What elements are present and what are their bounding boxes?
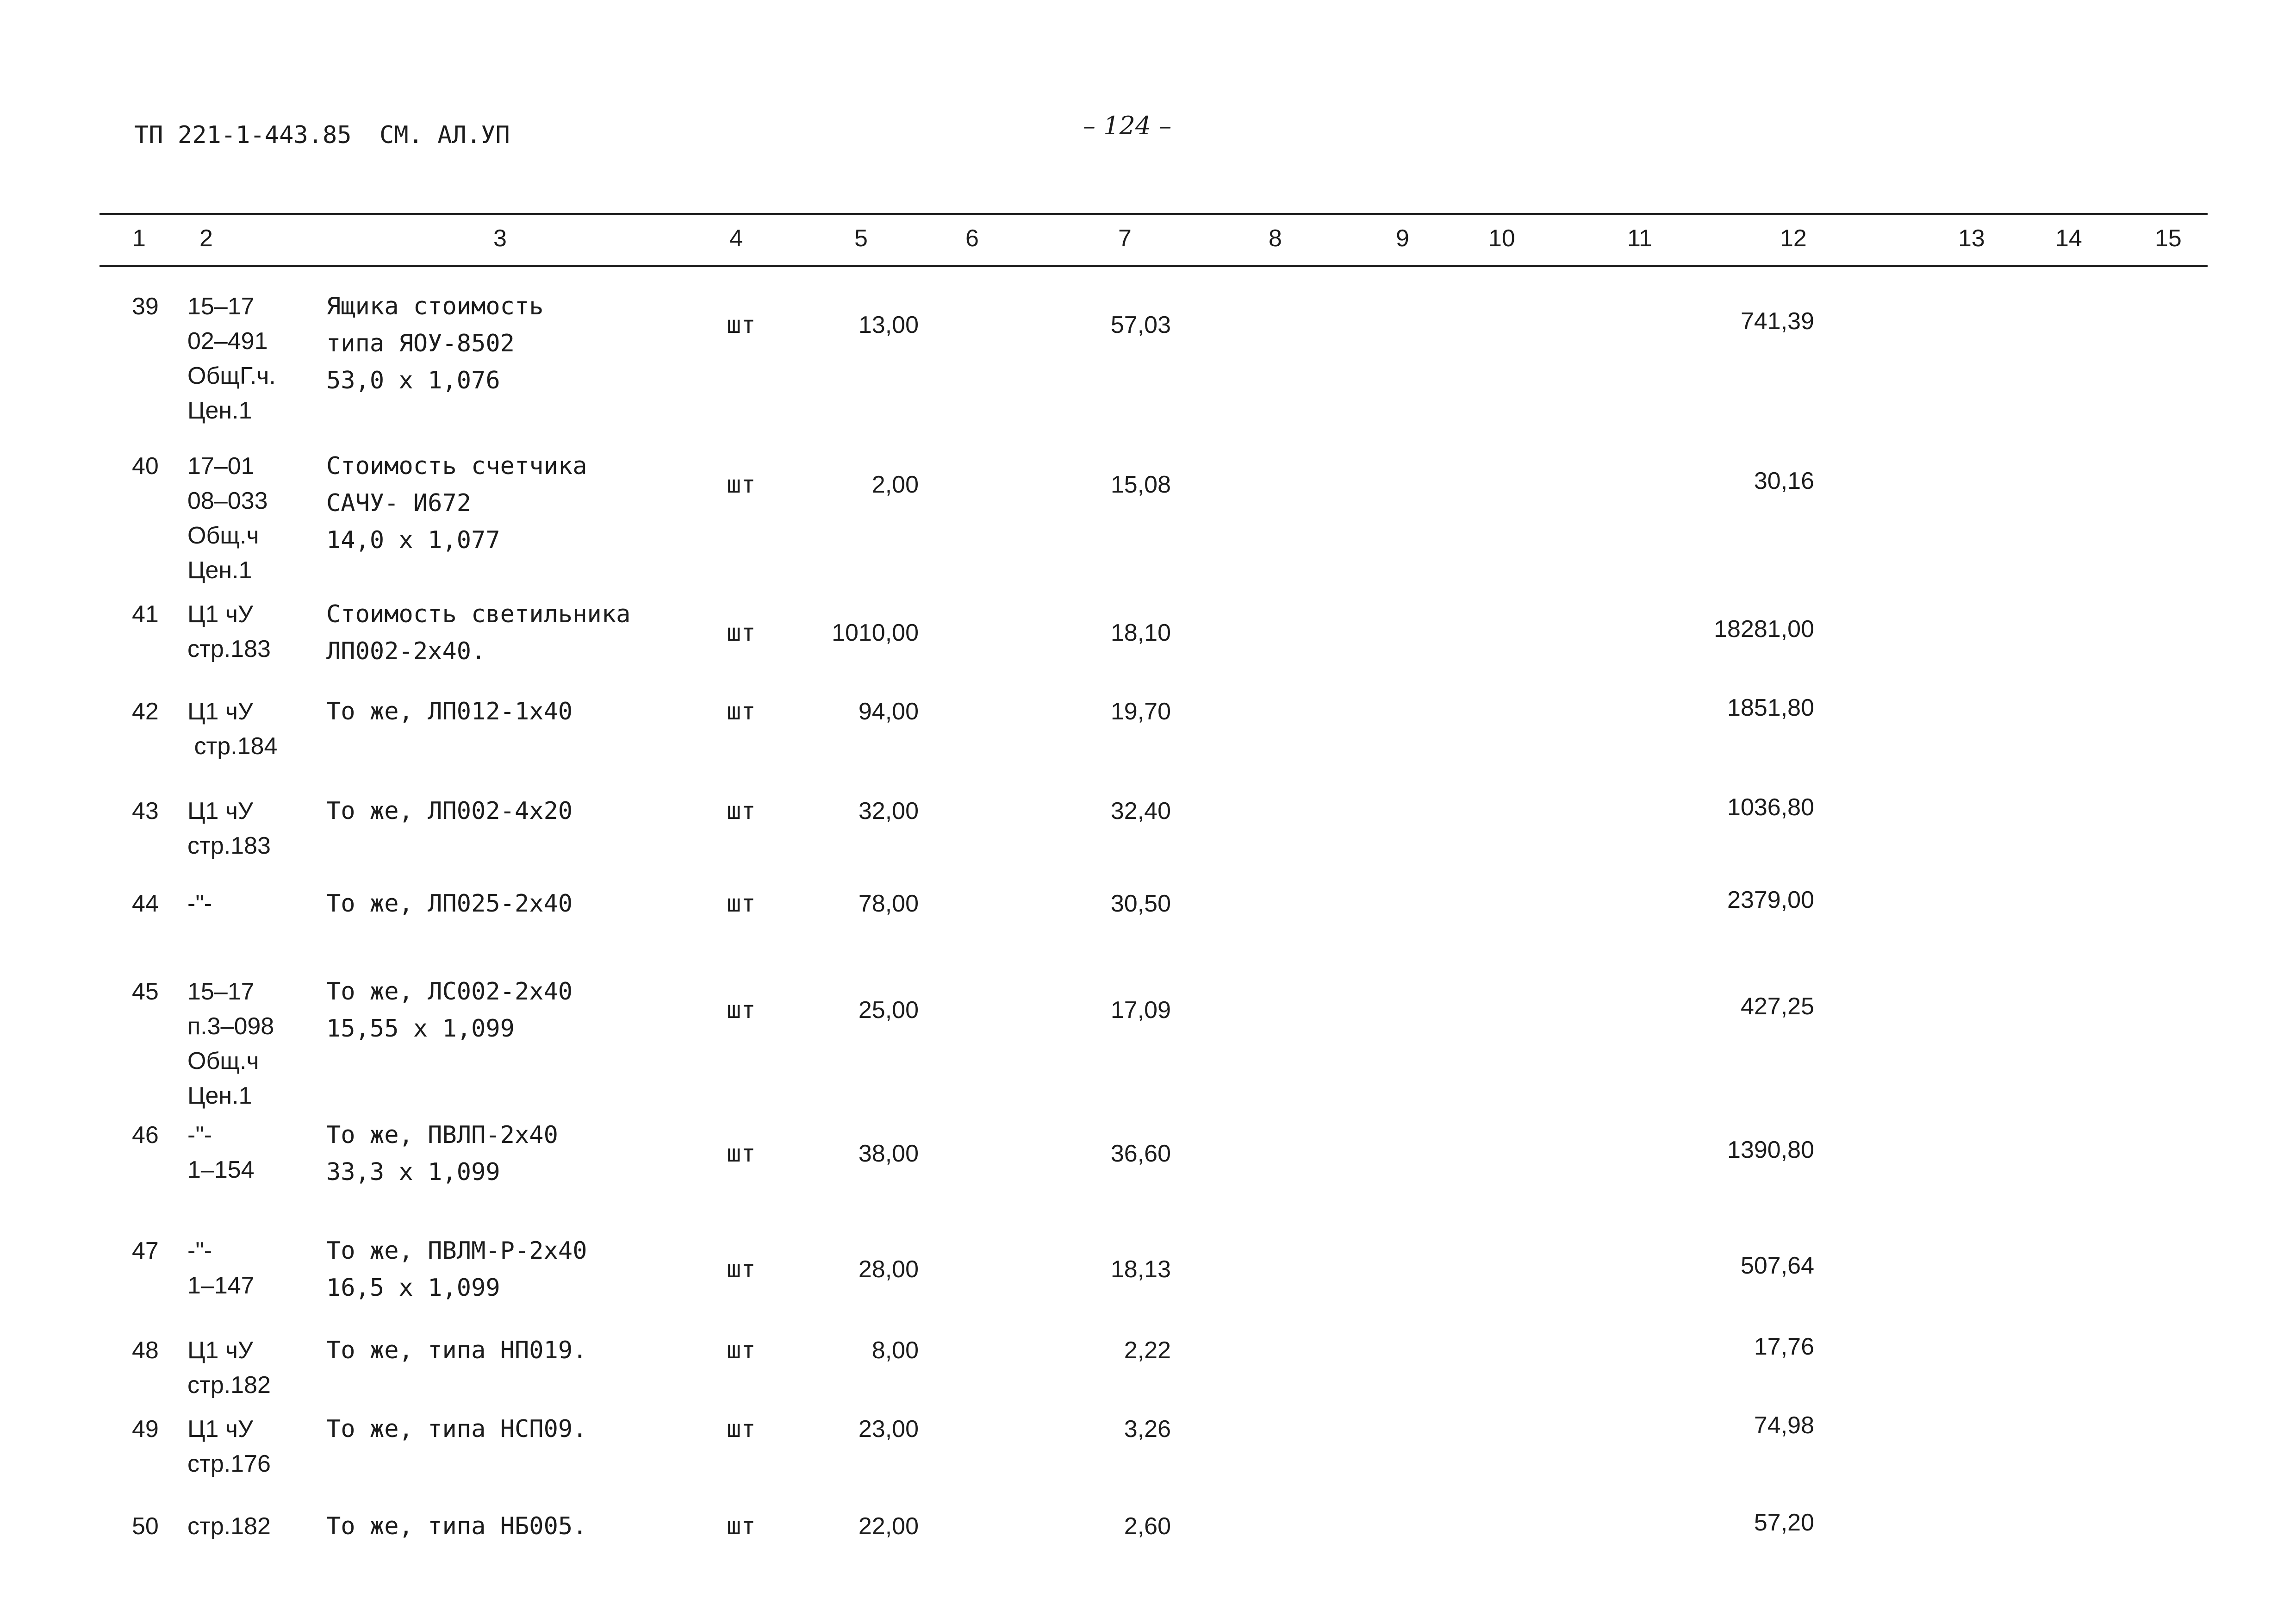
column-number: 5	[854, 225, 868, 252]
row-code-line: стр.182	[187, 1372, 271, 1399]
row-number: 48	[132, 1337, 159, 1364]
row-unit-price: 2,60	[1124, 1513, 1171, 1540]
row-description-line: То же, типа НП019.	[326, 1337, 587, 1364]
row-total: 427,25	[1740, 993, 1814, 1020]
row-description-line: Стоимость счетчика	[326, 452, 587, 480]
column-number: 7	[1118, 225, 1132, 252]
row-quantity: 25,00	[858, 997, 919, 1024]
row-code-line: стр.183	[187, 636, 271, 662]
row-code-line: 1–147	[187, 1272, 255, 1299]
row-unit-price: 36,60	[1110, 1140, 1171, 1167]
row-code-line: Общ.ч	[187, 1048, 259, 1074]
row-number: 41	[132, 601, 159, 628]
row-code-line: стр.182	[187, 1513, 271, 1540]
row-description-line: 33,3 х 1,099	[326, 1158, 500, 1186]
row-code-line: Ц1 чУ	[187, 698, 253, 725]
column-number: 6	[965, 225, 979, 252]
row-unit: шт	[727, 890, 756, 918]
row-code-line: Цен.1	[187, 557, 252, 584]
row-code-line: -"-	[187, 890, 212, 917]
row-total: 507,64	[1740, 1252, 1814, 1279]
reference-note: СМ. АЛ.УП	[380, 121, 510, 149]
row-quantity: 22,00	[858, 1513, 919, 1540]
row-number: 50	[132, 1513, 159, 1540]
row-code-line: 08–033	[187, 487, 268, 514]
row-description-line: 14,0 х 1,077	[326, 526, 500, 554]
row-code-line: Ц1 чУ	[187, 1337, 253, 1364]
document-code: ТП 221-1-443.85	[134, 121, 352, 149]
page-number: – 124 –	[1083, 111, 1172, 140]
row-description-line: То же, ЛП012-1х40	[326, 698, 573, 725]
column-number: 10	[1488, 225, 1515, 252]
row-number: 40	[132, 453, 159, 480]
row-description-line: 53,0 х 1,076	[326, 367, 500, 394]
row-total: 741,39	[1740, 308, 1814, 335]
row-quantity: 2,00	[871, 471, 919, 498]
row-number: 42	[132, 698, 159, 725]
row-unit: шт	[727, 1415, 756, 1443]
row-total: 2379,00	[1727, 887, 1814, 913]
row-unit-price: 19,70	[1110, 698, 1171, 725]
column-number: 3	[493, 225, 507, 252]
row-code-line: Общ.ч	[187, 522, 259, 549]
table-header-rule	[100, 265, 2208, 267]
row-unit-price: 18,10	[1110, 619, 1171, 646]
row-unit-price: 18,13	[1110, 1256, 1171, 1283]
column-number: 12	[1780, 225, 1807, 252]
row-number: 39	[132, 293, 159, 320]
row-unit: шт	[727, 619, 756, 647]
row-description-line: То же, ЛП002-4х20	[326, 797, 573, 825]
row-code-line: -"-	[187, 1237, 212, 1264]
row-description-line: Ящика стоимость	[326, 293, 544, 320]
row-description-line: САЧУ- И672	[326, 489, 472, 517]
row-code-line: стр.184	[187, 733, 278, 760]
row-total: 1390,80	[1727, 1137, 1814, 1163]
column-number: 11	[1627, 225, 1652, 252]
row-quantity: 78,00	[858, 890, 919, 917]
row-code-line: Цен.1	[187, 1082, 252, 1109]
column-number: 2	[199, 225, 213, 252]
row-code-line: стр.176	[187, 1450, 271, 1477]
row-quantity: 23,00	[858, 1416, 919, 1443]
row-total: 18281,00	[1714, 616, 1814, 643]
row-quantity: 13,00	[858, 312, 919, 338]
row-unit: шт	[727, 471, 756, 499]
row-code-line: Ц1 чУ	[187, 1416, 253, 1443]
row-total: 57,20	[1754, 1509, 1814, 1536]
row-description-line: ЛП002-2х40.	[326, 637, 486, 665]
row-unit-price: 57,03	[1110, 312, 1171, 338]
column-number: 15	[2155, 225, 2182, 252]
row-unit: шт	[727, 1337, 756, 1364]
row-description-line: Стоимость светильника	[326, 600, 631, 628]
row-number: 49	[132, 1416, 159, 1443]
row-total: 1851,80	[1727, 694, 1814, 721]
row-number: 47	[132, 1237, 159, 1264]
row-unit-price: 17,09	[1110, 997, 1171, 1024]
row-description-line: То же, типа НСП09.	[326, 1415, 587, 1443]
row-description-line: 16,5 х 1,099	[326, 1274, 500, 1302]
row-code-line: 17–01	[187, 453, 255, 480]
row-code-line: Цен.1	[187, 397, 252, 424]
row-quantity: 28,00	[858, 1256, 919, 1283]
row-unit-price: 2,22	[1124, 1337, 1171, 1364]
row-code-line: ОбщГ.ч.	[187, 362, 276, 389]
row-code-line: 15–17	[187, 293, 255, 320]
column-number: 8	[1269, 225, 1282, 252]
row-unit: шт	[727, 797, 756, 825]
row-unit: шт	[727, 996, 756, 1024]
row-total: 30,16	[1754, 468, 1814, 494]
row-code-line: Ц1 чУ	[187, 601, 253, 628]
row-description-line: То же, ЛС002-2х40	[326, 978, 573, 1006]
row-code-line: 02–491	[187, 328, 268, 355]
row-code-line: -"-	[187, 1122, 212, 1149]
row-unit-price: 30,50	[1110, 890, 1171, 917]
row-unit: шт	[727, 311, 756, 339]
row-description-line: То же, ПВЛМ-Р-2х40	[326, 1237, 587, 1265]
row-unit-price: 15,08	[1110, 471, 1171, 498]
row-code-line: 1–154	[187, 1156, 255, 1183]
column-number: 13	[1958, 225, 1985, 252]
column-number: 4	[729, 225, 743, 252]
row-description-line: То же, типа НБ005.	[326, 1512, 587, 1540]
row-description-line: То же, ПВЛП-2х40	[326, 1121, 558, 1149]
row-code-line: Ц1 чУ	[187, 798, 253, 824]
row-code-line: стр.183	[187, 832, 271, 859]
row-unit-price: 32,40	[1110, 798, 1171, 824]
column-number: 1	[132, 225, 146, 252]
row-quantity: 38,00	[858, 1140, 919, 1167]
row-number: 44	[132, 890, 159, 917]
row-unit: шт	[727, 1255, 756, 1283]
row-quantity: 1010,00	[832, 619, 919, 646]
row-quantity: 94,00	[858, 698, 919, 725]
row-total: 74,98	[1754, 1412, 1814, 1439]
row-number: 45	[132, 978, 159, 1005]
row-unit-price: 3,26	[1124, 1416, 1171, 1443]
row-unit: шт	[727, 698, 756, 725]
row-unit: шт	[727, 1512, 756, 1540]
row-total: 1036,80	[1727, 794, 1814, 821]
column-number: 9	[1396, 225, 1409, 252]
column-number: 14	[2055, 225, 2082, 252]
row-description-line: типа ЯОУ-8502	[326, 330, 515, 357]
row-unit: шт	[727, 1140, 756, 1168]
row-quantity: 8,00	[871, 1337, 919, 1364]
row-code-line: 15–17	[187, 978, 255, 1005]
row-number: 43	[132, 798, 159, 824]
table-top-rule	[100, 213, 2208, 215]
row-code-line: п.3–098	[187, 1013, 274, 1040]
row-quantity: 32,00	[858, 798, 919, 824]
row-total: 17,76	[1754, 1333, 1814, 1360]
row-description-line: 15,55 х 1,099	[326, 1015, 515, 1043]
row-description-line: То же, ЛП025-2х40	[326, 890, 573, 918]
row-number: 46	[132, 1122, 159, 1149]
